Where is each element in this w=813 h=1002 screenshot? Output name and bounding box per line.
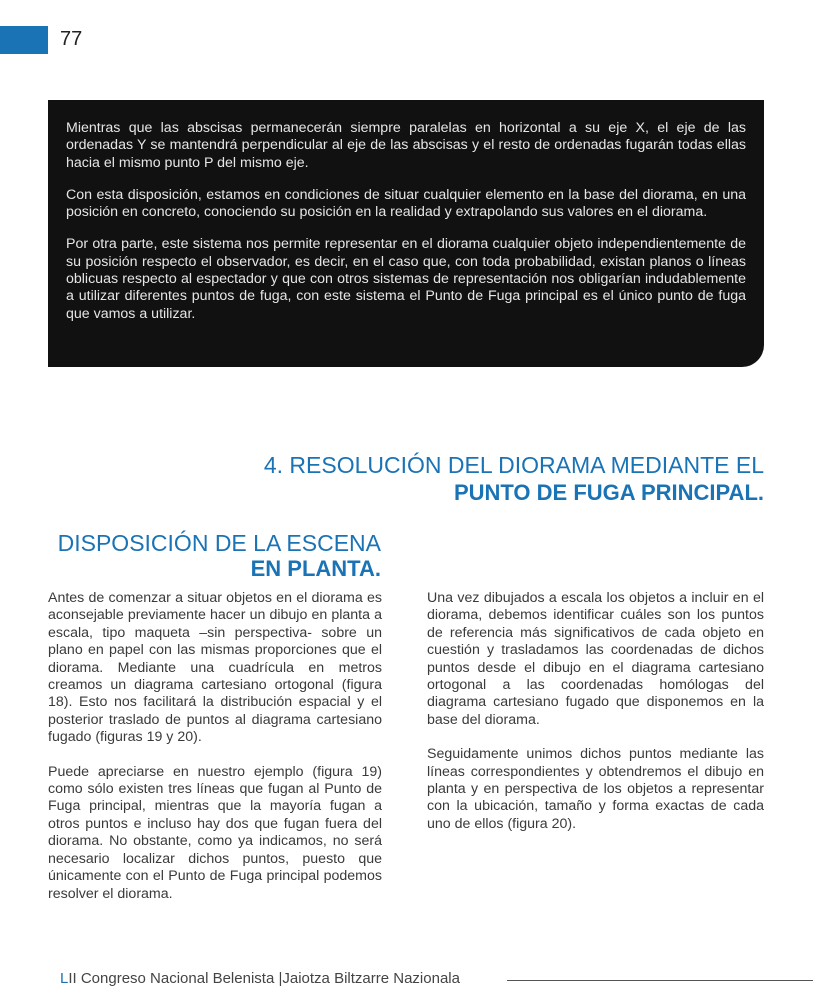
box-paragraph: Por otra parte, este sistema nos permite representar en el diorama cualquier objeto independientemente de su posición respecto el observador, es decir, en el caso que, con toda probabilidad, existan planos o líneas oblicuas respecto al espectador y que con otros sistemas de representación nos obligarían indudablemente a utilizar diferentes puntos de fuga, con este sistema el Punto de Fuga principal es el único punto de fuga que vamos a utilizar. — [66, 236, 746, 322]
page-tab-marker — [0, 26, 48, 54]
box-paragraph: Mientras que las abscisas permanecerán siempre paralelas en horizontal a su eje X, el eje de las ordenadas Y se mantendrá perpendicular al eje de las abscisas y el resto de ordenadas fugarán todas ellas hacia el mismo punto P del mismo eje. — [66, 120, 746, 171]
right-column — [427, 590, 764, 850]
subsection-title-line2: EN PLANTA. — [250, 556, 381, 581]
footer — [60, 970, 460, 987]
section-title-line1: 4. RESOLUCIÓN DEL DIORAMA MEDIANTE EL — [263, 452, 764, 478]
footer-text-basque: Jaiotza Biltzarre Nazionala — [282, 970, 460, 987]
subsection-title — [48, 530, 381, 582]
box-paragraph: Con esta disposición, estamos en condiciones de situar cualquier elemento en la base del diorama, en una posición en concreto, conociendo su posición en la realidad y extrapolando sus valores en el diorama. — [66, 186, 746, 221]
body-paragraph: Antes de comenzar a situar objetos en el diorama es aconsejable previamente hacer un dibujo en planta a escala, tipo maqueta –sin perspectiva- sobre un plano en papel con las mismas proporciones que el diorama. Mediante una cuadrícula en metros creamos un diagrama cartesiano ortogonal (figura 18). Esto nos facilitará la distribución espacial y el posterior traslado de puntos al diagrama cartesiano fugado (figuras 19 y 20). — [48, 590, 382, 746]
section-title — [264, 452, 764, 506]
body-paragraph: Una vez dibujados a escala los objetos a incluir en el diorama, debemos identificar cuáles son los puntos de referencia más significativos de cada objeto en cuestión y trasladamos las coordenadas de dichos puntos desde el dibujo en el diagrama cartesiano ortogonal a las coordenadas homólogas del diagrama cartesiano fugado que disponemos en la base del diorama. — [427, 590, 764, 728]
body-paragraph: Puede apreciarse en nuestro ejemplo (figura 19) como sólo existen tres líneas que fugan al Punto de Fuga principal, mientras que la mayoría fugan a otros puntos e incluso hay dos que fugan fuera del diorama. No obstante, como ya indicamos, no será necesario localizar dichos puntos, puesto que únicamente con el Punto de Fuga principal podemos resolver el diorama. — [48, 763, 382, 902]
footer-accent: L — [60, 970, 69, 987]
section-title-line2: PUNTO DE FUGA PRINCIPAL. — [453, 480, 764, 505]
footer-separator: | — [278, 970, 283, 987]
left-column — [48, 590, 382, 920]
footer-rule — [507, 980, 813, 981]
highlight-box — [48, 100, 764, 367]
subsection-title-line1: DISPOSICIÓN DE LA ESCENA — [57, 530, 381, 556]
body-paragraph: Seguidamente unimos dichos puntos mediante las líneas correspondientes y obtendremos el dibujo en planta y en perspectiva de los objetos a representar con la ubicación, tamaño y forma exactas de cada uno de ellos (figura 20). — [427, 746, 764, 832]
footer-text: II Congreso Nacional Belenista — [68, 970, 275, 987]
page-number: 77 — [60, 28, 83, 50]
